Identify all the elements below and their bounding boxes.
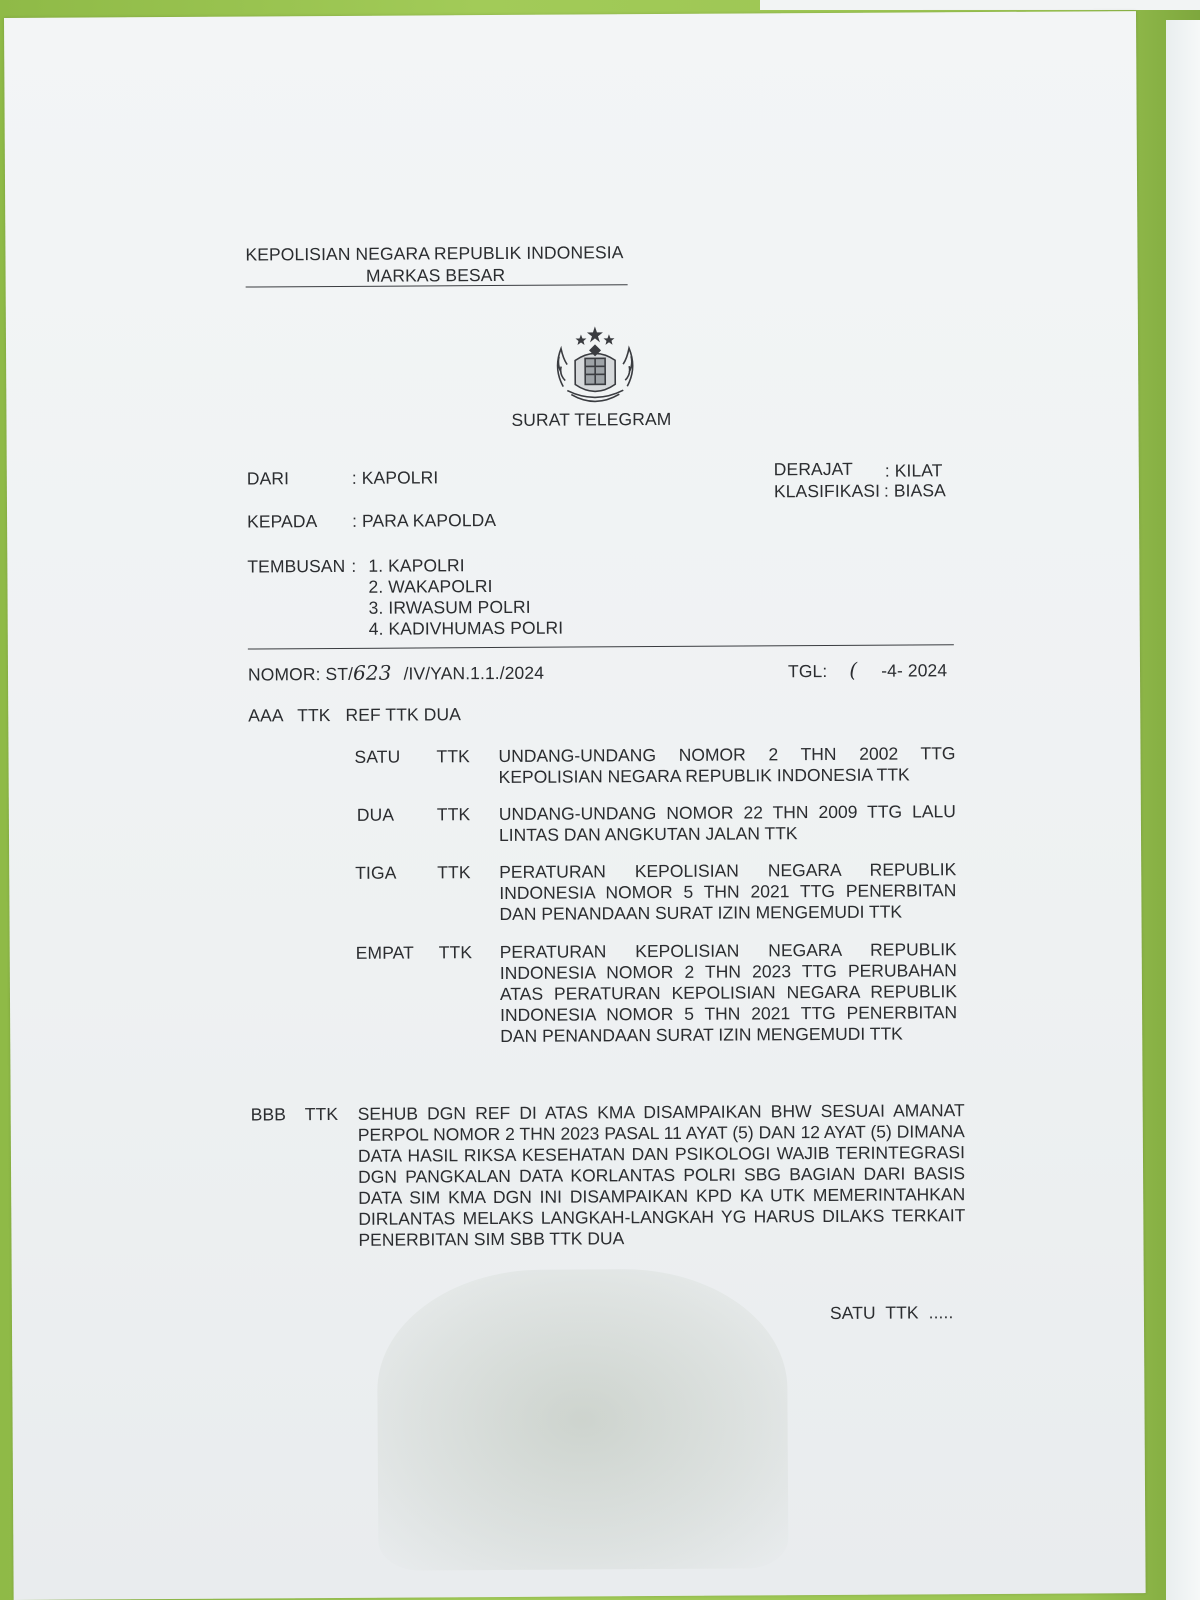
to-value: : PARA KAPOLDA bbox=[352, 510, 497, 531]
date-rest: -4- 2024 bbox=[881, 660, 948, 681]
body-text: SEHUB DGN REF DI ATAS KMA DISAMPAIKAN BHW SESUAI AMANAT PERPOL NOMOR 2 THN 2023 PASAL 11 AYAT (5) DAN 12 AYAT (5) DIMANA DATA HASIL RIKSA KESEHATAN DAN PSIKOLOGI WAJIB TERINTEGRASI DGN PANGKALAN DATA KORLANTAS POLRI SBG BAGIAN DARI BASIS DATA SIM KMA DGN INI DISAMPAIKAN KPD KA UTK MEMERINTAHKAN DIRLANTAS MELAKS LANGKAH-LANGKAH YG HARUS DILAKS TERKAIT PENERBITAN SIM SBB TTK DUA bbox=[357, 1100, 966, 1250]
classification-label: KLASIFIKASI bbox=[773, 480, 881, 502]
references-intro: AAA TTK REF TTK DUA bbox=[248, 704, 461, 726]
background-paper-right bbox=[1166, 20, 1200, 1600]
cc-item: 2. WAKAPOLRI bbox=[368, 576, 493, 597]
headquarters-name: MARKAS BESAR bbox=[365, 264, 506, 286]
reference-separator: TTK bbox=[436, 804, 471, 825]
telegram-document bbox=[4, 11, 1146, 1600]
handwritten-number: 623 bbox=[352, 660, 392, 685]
shadow-area bbox=[377, 1268, 789, 1570]
date-line bbox=[788, 659, 947, 682]
police-emblem-icon bbox=[549, 324, 641, 407]
cc-colon: : bbox=[351, 555, 357, 576]
header-divider bbox=[248, 644, 954, 649]
reference-number: TIGA bbox=[355, 862, 397, 883]
from-label: DARI bbox=[246, 468, 290, 489]
reference-text: UNDANG-UNDANG NOMOR 2 THN 2002 TTG KEPOLISIAN NEGARA REPUBLIK INDONESIA TTK bbox=[498, 743, 956, 787]
reference-separator: TTK bbox=[438, 942, 473, 963]
reference-separator: TTK bbox=[437, 862, 471, 883]
continuation-marker: SATU TTK ..... bbox=[829, 1302, 954, 1323]
cc-item: 3. IRWASUM POLRI bbox=[368, 596, 531, 618]
body-label: BBB bbox=[250, 1104, 287, 1125]
degree-label: DERAJAT bbox=[773, 458, 853, 480]
from-value: : KAPOLRI bbox=[351, 467, 439, 488]
background-paper-top bbox=[760, 0, 1200, 10]
number-line bbox=[248, 662, 544, 686]
handwritten-day: ( bbox=[849, 657, 858, 682]
organization-name: KEPOLISIAN NEGARA REPUBLIK INDONESIA bbox=[245, 242, 624, 265]
reference-number: EMPAT bbox=[355, 942, 414, 963]
reference-number: SATU bbox=[354, 746, 401, 767]
cc-item: 1. KAPOLRI bbox=[368, 555, 465, 576]
cc-item: 4. KADIVHUMAS POLRI bbox=[368, 617, 564, 639]
body-separator: TTK bbox=[304, 1103, 339, 1125]
reference-text: PERATURAN KEPOLISIAN NEGARA REPUBLIK INDONESIA NOMOR 5 THN 2021 TTG PENERBITAN DAN PENANDAAN SURAT IZIN MENGEMUDI TTK bbox=[499, 859, 957, 924]
number-suffix: /IV/YAN.1.1./2024 bbox=[403, 662, 545, 684]
cc-label: TEMBUSAN bbox=[247, 555, 346, 577]
reference-separator: TTK bbox=[436, 746, 470, 767]
reference-text: PERATURAN KEPOLISIAN NEGARA REPUBLIK INDONESIA NOMOR 2 THN 2023 TTG PERUBAHAN ATAS PERATURAN KEPOLISIAN NEGARA REPUBLIK INDONESIA NOMOR 5 THN 2021 TTG PENERBITAN DAN PENANDAAN SURAT IZIN MENGEMUDI TTK bbox=[499, 939, 958, 1046]
degree-value: : KILAT bbox=[884, 460, 943, 481]
date-label: TGL: bbox=[787, 660, 828, 682]
reference-text: UNDANG-UNDANG NOMOR 22 THN 2009 TTG LALU LINTAS DAN ANGKUTAN JALAN TTK bbox=[498, 801, 956, 845]
reference-number: DUA bbox=[356, 804, 395, 825]
classification-value: : BIASA bbox=[883, 480, 946, 501]
document-type: SURAT TELEGRAM bbox=[511, 408, 672, 430]
to-label: KEPADA bbox=[247, 511, 318, 532]
number-prefix: NOMOR: ST/ bbox=[247, 663, 354, 685]
